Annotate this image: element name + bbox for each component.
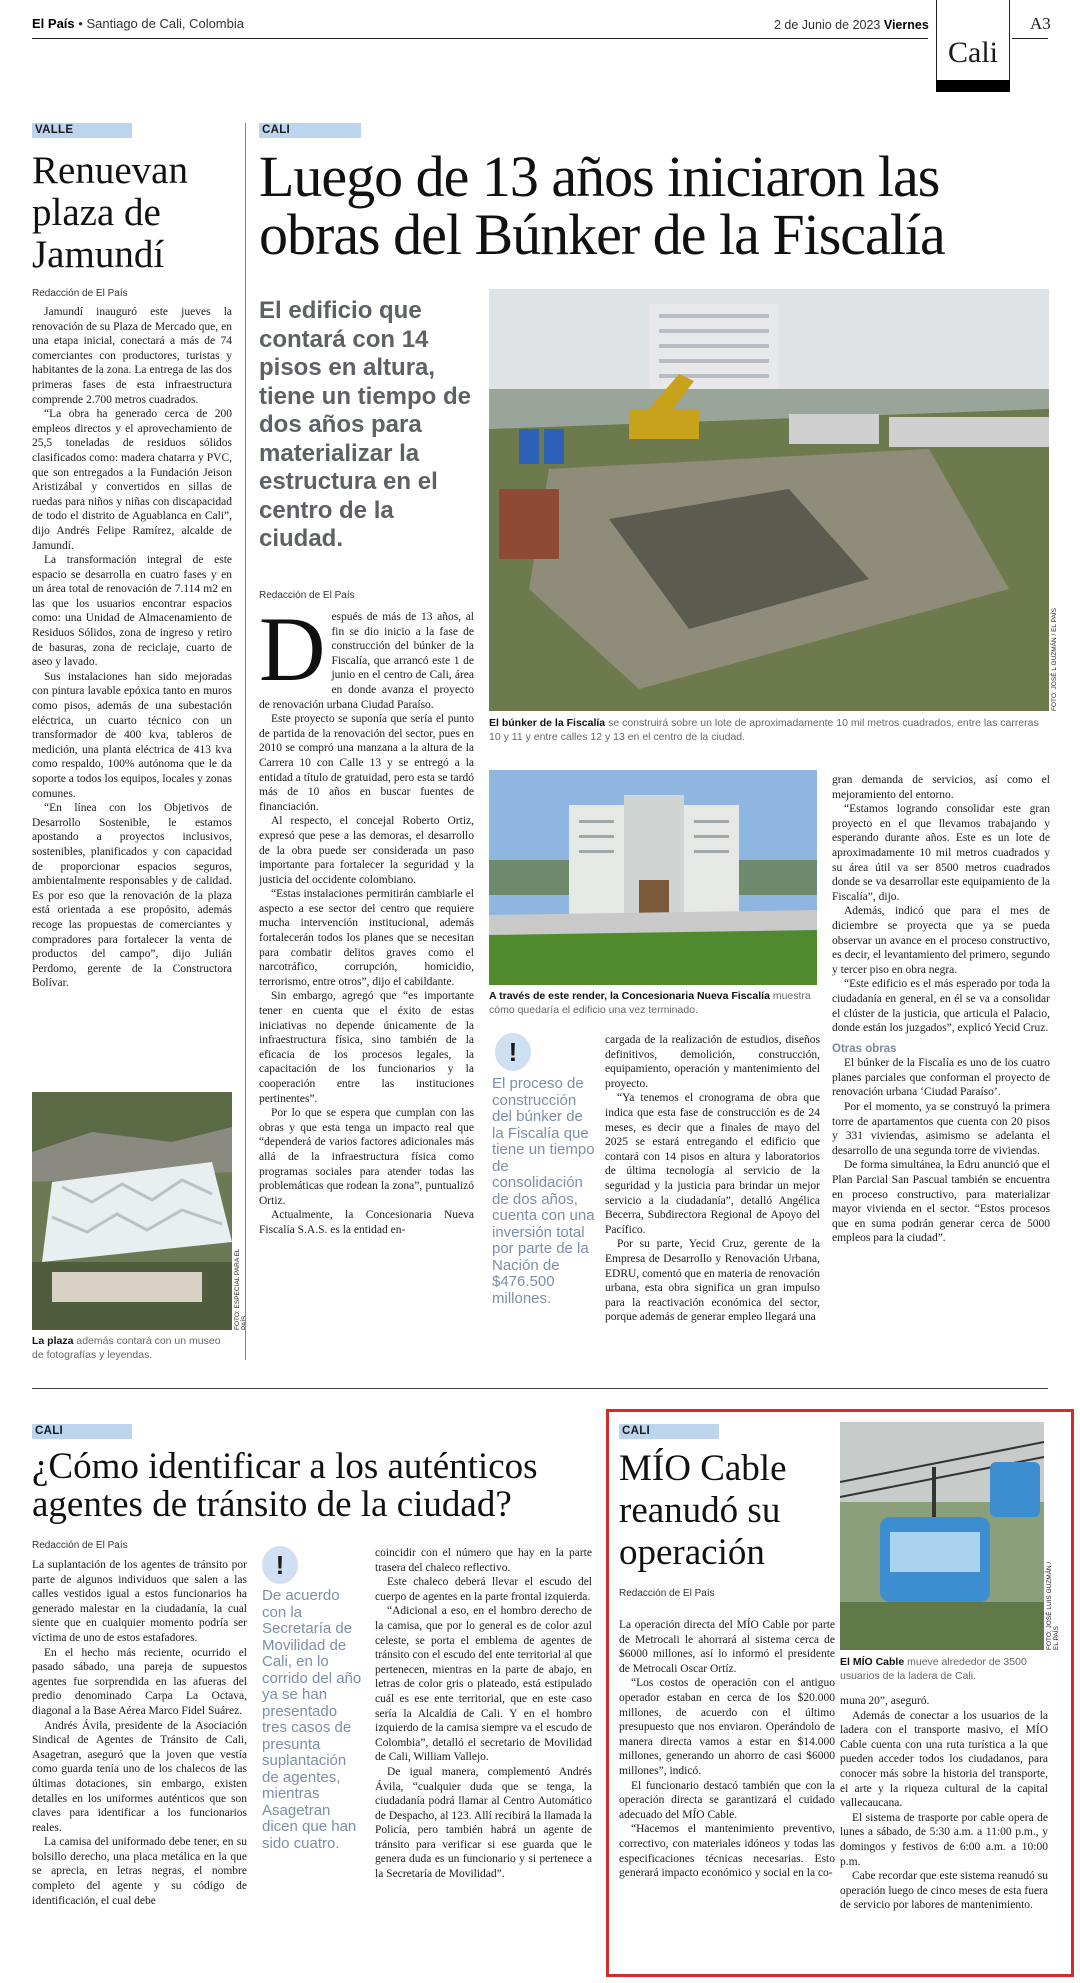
mio-col1 xyxy=(619,1618,835,1970)
plaza-photo-credit: FOTO: ESPECIAL PARA EL xyxy=(234,1248,241,1330)
bunker-construction-photo xyxy=(489,289,1049,711)
paragraph: De forma simultánea, la Edru anunció que el Plan Parcial San Pascual también se encuentra en proceso constructivo, para materializar mayor vivienda en el sector. “Estos procesos que en suma podrán generar cerca de 5000 empleos para la ciudad”. xyxy=(832,1159,1050,1245)
masthead xyxy=(32,16,244,31)
location: Santiago de Cali, Colombia xyxy=(86,16,244,31)
paragraph: “En línea con los Objetivos de Desarrollo Sostenible, le estamos apostando a proyectos inclusivos, sostenibles, planificados y con capacidad de proporcionar espacios seguros, ambientalmente responsables y de calidad. Es por eso que la renovación de la plaza está orientada a ese propósito, además recoge las propuestas de comerciantes y compradores para fortalecer la venta de productos del campo”, dijo Julián Perdomo, gerente de la Constructora Bolívar. xyxy=(32,802,232,990)
bunker-col1 xyxy=(259,610,474,1370)
mio-byline: Redacción de El País xyxy=(619,1588,715,1599)
jamundi-headline: Renuevan plaza de Jamundí xyxy=(32,149,188,276)
bunker-col4 xyxy=(832,773,1050,1368)
plaza-caption xyxy=(32,1334,232,1362)
page-number: A3 xyxy=(1030,14,1051,33)
transito-byline: Redacción de El País xyxy=(32,1540,128,1551)
paragraph: “Adicional a eso, en el hombro derecho de la camisa, que por lo general es de color azul celeste, se porta el emblema de agentes de tránsito con el escudo del ente territorial al que pertenecen, mientras en la parte de abajo, en letras de color gris o plateado, está estipulado cuál es ese ente territorial, que en este caso sería la Alcaldía de Cali. Y en el hombro izquierdo de la camisa siempre va el escudo de Colombia”, detalló el secretario de Movilidad de Cali, William Vallejo. xyxy=(375,1605,592,1764)
paragraph: cargada de la realización de estudios, diseños definitivos, demolición, construcción, equipamiento, operación y mantenimiento del proyecto. xyxy=(605,1034,820,1090)
paragraph: El sistema de trasporte por cable opera de lunes a sábado, de 5:30 a.m. a 11:00 p.m., y domingos y festivos de 6:00 a.m. a 10:00 p.m. xyxy=(840,1811,1048,1868)
bunker-subtitle: El edificio que contará con 14 pisos en altura, tiene un tiempo de dos años para materializar la estructura en el centro de la ciudad. xyxy=(259,297,472,552)
caption-bold: La plaza xyxy=(32,1335,74,1347)
paragraph: Jamundí inauguró este jueves la renovación de su Plaza de Mercado que, en una etapa inicial, conectará a más de 74 comerciantes con productores, turistas y habitantes de la zona. La entrega de las dos primeras fases de esta infraestructura comprende 2.700 metros cuadrados. xyxy=(32,306,232,406)
paragraph: La suplantación de los agentes de tránsito por parte de algunos individuos que salen a las calles vestidos igual a estos funcionarios ha generado malestar en la ciudadanía, la cual siente que en cualquier momento podría ser víctima de uno de estos estafadores. xyxy=(32,1559,247,1644)
paragraph: coincidir con el número que hay en la parte trasera del chaleco reflectivo. xyxy=(375,1547,592,1574)
bunker-photo-caption xyxy=(489,716,1049,744)
caption-bold: El búnker de la Fiscalía xyxy=(489,717,606,729)
paragraph: Andrés Ávila, presidente de la Asociación Sindical de Agentes de Tránsito de Cali, Asagetran, aseguró que la joven que vestía como guarda tenía uno de los chalecos de las últimas dotaciones, sin embargo, existen detalles en los uniformes auténticos que son claves para identificar a los funcionarios reales. xyxy=(32,1719,247,1834)
paragraph: “Estamos logrando consolidar este gran proyecto en el que llevamos trabajando y esperando durante años. Este es un lote de aproximadamente 10 mil metros cuadrados y su área útil va ser 8500 metros cuadrados donde se va desarrollar este equipamiento de la Fiscalía”, dijo. xyxy=(832,803,1050,903)
issue-date xyxy=(774,18,929,32)
render-caption xyxy=(489,989,829,1017)
paragraph: “Los costos de operación con el antiguo operador estaban en cerca de los $20.000 millones, de acuerdo con el último presupuesto que nos enviaron. Operándolo de manera directa vamos a estar en $14.000 millones, generando un ahorro de casi $6000 millones”, indicó. xyxy=(619,1677,835,1777)
newspaper-name: El País xyxy=(32,16,75,31)
paragraph: “Este edificio es el más esperado por toda la ciudadanía en general, en él se va a consolidar el clúster de la justicia, que articula el Palacio, donde están los juzgados”, explicó Yecid Cruz. xyxy=(832,978,1050,1035)
paragraph: En el hecho más reciente, ocurrido el pasado sábado, una pareja de supuestos agentes fue sorprendida en las afueras del predio denominado Carpa La Octava, diagonal a la Base Aérea Marco Fidel Suárez. xyxy=(32,1646,247,1717)
paragraph: “La obra ha generado cerca de 200 empleos directos y el aprovechamiento de 25,5 toneladas de residuos sólidos clasificados como: madera chatarra y PVC, que son entregados a la Fundación Jeison Aristizábal y convertidos en sillas de ruedas para niños y niñas con discapacidad de todo el distrito de Aguablanca en Cali”, dijo Andrés Felipe Ramírez, alcalde de Jamundí. xyxy=(32,408,232,552)
paragraph: El búnker de la Fiscalía es uno de los cuatro planes parciales que conforman el proyecto de renovación urbana ‘Ciudad Paraíso’. xyxy=(832,1057,1050,1099)
drop-cap: D xyxy=(259,610,326,700)
weekday: Viernes xyxy=(883,18,929,32)
bunker-byline: Redacción de El País xyxy=(259,590,355,601)
paragraph: Sus instalaciones han sido mejoradas con pintura lavable epóxica tanto en muros como pisos, además de una subestación eléctrica, un cuarto técnico con un transformador de 400 kva, tableros de medición, una planta eléctrica de 413 kva como respaldo, 100% autónoma que le da soporte a todos los equipos, locales y zonas comunes. xyxy=(32,670,232,800)
paragraph: “Ya tenemos el cronograma de obra que indica que esta fase de construcción es de 24 meses, es decir que a finales de mayo del 2025 se estará entregando el edificio que contará con 14 pisos en altura y laboratorios de última tecnología al servicio de la seguridad y la justicia para brindar un mejor servicio a la ciudadanía”, detalló Angélica Becerra, Subdirectora Regional de Apoyo del Pacífico. xyxy=(605,1092,820,1236)
paragraph: Además, indicó que para el mes de diciembre se proyecta que ya se pueda observar un avance en el proceso constructivo, es decir, el levantamiento del primero, segundo y tercer piso en obra negra. xyxy=(832,905,1050,976)
transito-tag: CALI xyxy=(32,1424,132,1439)
mio-headline: MÍO Cable reanudó su operación xyxy=(619,1448,787,1573)
plaza-photo xyxy=(32,1092,232,1330)
date: 2 de Junio de 2023 xyxy=(774,18,881,32)
paragraph: La transformación integral de este espacio se desarrolla en cuatro fases y en un área total de renovación de 7.114 m2 en las que los usuarios encontrar espacios como: una Unidad de Almacenamiento de Residuos Sólidos, zona de ingreso y retiro de basuras, zona de reciclaje, cuarto de aseo y lavado. xyxy=(32,554,232,669)
paragraph: La camisa del uniformado debe tener, en su bolsillo derecho, una placa metálica en la que se aprecia, en letras negras, el nombre completo del agente y su código de identificación, el cual debe xyxy=(32,1836,247,1907)
caption-text: además contará con un museo de fotografías y leyendas. xyxy=(32,1335,221,1361)
paragraph: Cabe recordar que este sistema reanudó su operación luego de cinco meses de esta fuera de servicio por labores de mantenimiento. xyxy=(840,1870,1048,1912)
paragraph: Por lo que se espera que cumplan con las obras y que esta tenga un impacto real que “dependerá de varios factores adicionales más allá de la infraestructura física como programas sociales para atender todas las problemáticas que rodean la zona”, puntualizó Ortiz. xyxy=(259,1107,474,1207)
section-rule xyxy=(32,1388,1048,1389)
mio-tag: CALI xyxy=(619,1424,719,1439)
header-rule-right xyxy=(1012,38,1048,39)
caption-bold: El MÍO Cable xyxy=(840,1656,905,1668)
mio-photo-credit: FOTO: JOSÉ LUIS GUZMÁN / EL PAÍS xyxy=(1046,1561,1060,1650)
bunker-tag: CALI xyxy=(259,123,361,138)
paragraph: De igual manera, complementó Andrés Ávila, “cualquier duda que se tenga, la ciudadanía podrá llamar al Centro Automático de Despacho, al 123. Allí recibirá la llamada la Policía, pero también habrá un agente de tránsito para verificar si ese guarda que le genera duda es un funcionario y si pertenece a la Secretaría de Movilidad”. xyxy=(375,1765,592,1881)
paragraph: espués de más de 13 años, al fin se dio inicio a la fase de construcción del búnker de la Fiscalía, que arrancó este 1 de junio en el centro de Cali, área en donde avanza el proyecto de renovación urbana Ciudad Paraíso. xyxy=(259,611,474,711)
paragraph: El funcionario destacó también que con la operación directa se garantizará el cuidado adecuado del MÍO Cable. xyxy=(619,1779,835,1821)
paragraph: Este chaleco deberá llevar el escudo del cuerpo de agentes en la parte frontal izquierda. xyxy=(375,1576,592,1603)
transito-col1 xyxy=(32,1558,247,1978)
bunker-photo-credit: FOTO: JOSÉ L GUZMÁN / EL PAÍS xyxy=(1051,608,1058,711)
caption-bold: A través de este render, la Concesionaria Nueva Fiscalía xyxy=(489,990,770,1002)
paragraph: “Estas instalaciones permitirán cambiarle el aspecto a ese sector del centro que requiere mucha intervención institucional, además fortalecerán todos los planes que se necesitan para combatir delitos graves como el narcotráfico, corrupción, homicidio, terrorismo, entre otros”, dijo el cabildante. xyxy=(259,888,474,988)
paragraph: Al respecto, el concejal Roberto Ortiz, expresó que pese a las demoras, el desarrollo de la obra puede ser considerada un paso importante para fortalecer la seguridad y la justicia del occidente colombiano. xyxy=(259,815,474,886)
paragraph: Por el momento, ya se construyó la primera torre de apartamentos que cuenta con 20 pisos y 331 viviendas, asimismo se adelanta el desarrollo de una segunda torre de viviendas. xyxy=(832,1101,1050,1157)
section-name: Cali xyxy=(948,36,998,69)
mio-photo-caption xyxy=(840,1655,1046,1683)
paragraph: Sin embargo, agregó que “es importante tener en cuenta que el éxito de estas iniciativas no depende únicamente de la infraestructura física, sino también de la eficacia de los procesos legales, la capacitación de los funcionarios y la cooperación entre las instituciones pertinentes”. xyxy=(259,990,474,1105)
separator: • xyxy=(78,16,83,31)
header-rule xyxy=(32,38,928,39)
jamundi-tag: VALLE xyxy=(32,123,132,138)
mio-col2 xyxy=(840,1694,1048,1970)
transito-col3 xyxy=(375,1546,592,1978)
caption-text: mueve alrededor de 3500 usuarios de la ladera de Cali. xyxy=(840,1656,1027,1682)
paragraph: La operación directa del MÍO Cable por parte de Metrocali le ahorrará al sistema cerca de $6000 millones, así lo informó el presidente de Metrocali Oscar Ortíz. xyxy=(619,1619,835,1675)
section-bar xyxy=(936,80,1010,92)
bunker-render-image xyxy=(489,770,817,985)
exclamation-icon: ! xyxy=(495,1033,531,1071)
paragraph: muna 20”, aseguró. xyxy=(840,1695,930,1707)
transito-headline: ¿Cómo identificar a los auténticos agentes de tránsito de la ciudad? xyxy=(32,1446,538,1525)
jamundi-body xyxy=(32,305,232,1090)
bunker-headline: Luego de 13 años iniciaron las obras del Búnker de la Fiscalía xyxy=(259,144,945,267)
caption-text: se construirá sobre un lote de aproximadamente 10 mil metros cuadrados, entre las carreras 10 y 11 y entre calles 12 y 13 en el centro de la ciudad. xyxy=(489,717,1039,743)
paragraph: Además de conectar a los usuarios de la ladera con el transporte masivo, el MÍO Cable cuenta con una ruta turística a la que pueden acceder todos los ciudadanos, para conocer más sobre la historia del transporte, el arte y la riqueza cultural de la capital vallecaucana. xyxy=(840,1709,1048,1810)
bunker-col3 xyxy=(605,1033,820,1363)
paragraph: Este proyecto se suponía que sería el punto de partida de la renovación del sector, pues en 2010 se compró una manzana a la altura de la Carrera 10 con Calle 13 y se entregó a la entidad a título de gratuidad, pero esta se tardó más de 10 años en buscar fuentes de financiación. xyxy=(259,713,474,813)
transito-pull-quote: De acuerdo con la Secretaría de Movilidad de Cali, en lo corrido del año ya se han presentado tres casos de presunta suplantación de agentes, mientras Asagetran dicen que han sido cuatro. xyxy=(262,1587,362,1852)
paragraph: Actualmente, la Concesionaria Nueva Fiscalía S.A.S. es la entidad en- xyxy=(259,1209,474,1236)
paragraph: “Hacemos el mantenimiento preventivo, correctivo, con materiales idóneos y todas las especificaciones técnicas necesarias. Esto generará impacto económico y social en la co- xyxy=(619,1823,835,1880)
bunker-pull-quote: El proceso de construcción del búnker de la Fiscalía que tiene un tiempo de consolidación de dos años, cuenta con una inversión total por parte de la Nación de $476.500 millones. xyxy=(492,1075,595,1307)
paragraph: Por su parte, Yecid Cruz, gerente de la Empresa de Desarrollo y Renovación Urbana, EDRU, comentó que en materia de renovación urbana, esta obra significa un gran impulso para la reactivación económica del sector, porque además de generar empleo llegará una xyxy=(605,1238,820,1324)
subhead: Otras obras xyxy=(832,1042,897,1055)
caption-text: muestra cómo quedaría el edificio una vez terminado. xyxy=(489,990,811,1016)
column-divider xyxy=(245,123,246,1360)
exclamation-icon: ! xyxy=(262,1546,298,1584)
jamundi-byline: Redacción de El País xyxy=(32,288,128,299)
paragraph: gran demanda de servicios, así como el mejoramiento del entorno. xyxy=(832,774,1050,801)
mio-cable-photo xyxy=(840,1422,1044,1650)
